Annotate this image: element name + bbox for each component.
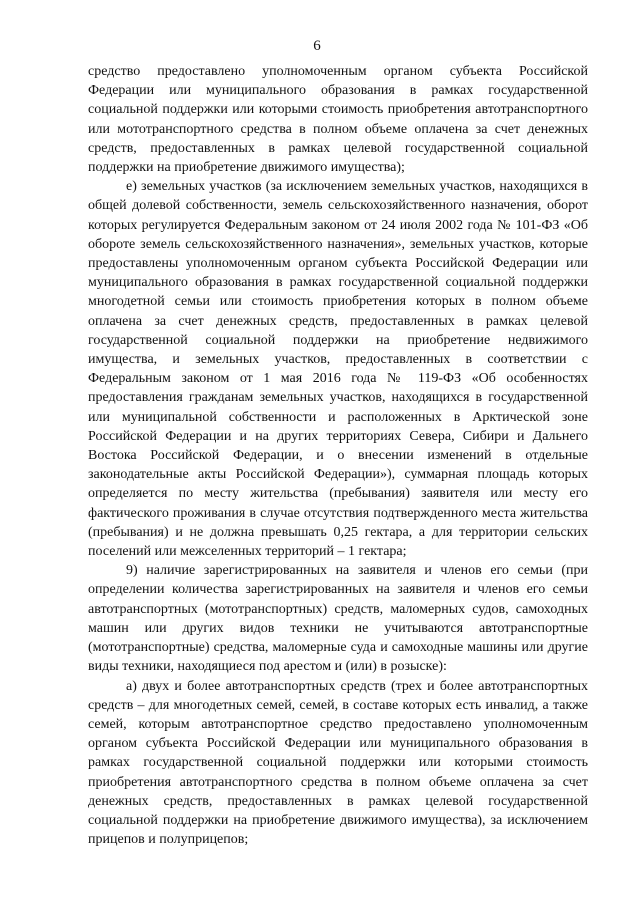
paragraph-item-9-vehicles: 9) наличие зарегистрированных на заявителя и членов его семьи (при определении количества зарегистрированных на заявителя и членов его семьи автотранспортных (мототранспортных) средств, маломерных судов, самоходных машин или других видов техники не учитываются автотранспортные (мототранспортные) средства, маломерные суда и самоходные машины или другие виды техники, находящиеся под арестом и (или) в розыске): bbox=[88, 563, 588, 675]
paragraph-item-a-two-or-more-vehicles: а) двух и более автотранспортных средств (трех и более автотранспортных средств – для многодетных семей, семей, в составе которых есть инвалид, а также семей, которым автотранспортное средство предоставлено уполномоченным органом субъекта Российской Федерации или муниципального образования в рамках государственной социальной поддержки или которыми стоимость приобретения автотранспортного средства в полном объеме оплачена за счет денежных средств, предоставленных в рамках целевой государственной социальной поддержки на приобретение движимого имущества), за исключением прицепов и полуприцепов; bbox=[88, 678, 588, 848]
document-body bbox=[88, 62, 588, 849]
paragraph-item-e-land-plots: е) земельных участков (за исключением земельных участков, находящихся в общей долевой собственности, земель сельскохозяйственного назначения, оборот которых регулируется Федеральным законом от 24 июля 2002 года № 101-ФЗ «Об обороте земель сельскохозяйственного назначения», земельных участков, которые предоставлены уполномоченным органом субъекта Российской Федерации или муниципального образования в рамках государственной социальной поддержки многодетной семьи или стоимость приобретения которых в полном объеме оплачена за счет денежных средств, предоставленных в рамках целевой государственной социальной поддержки на приобретение недвижимого имущества, и земельных участков, предоставленных в соответствии с Федеральным законом от 1 мая 2016 года № 119-ФЗ «Об особенностях предоставления гражданам земельных участков, находящихся в государственной или муниципальной собственности и расположенных в Арктической зоне Российской Федерации и на других территориях Севера, Сибири и Дальнего Востока Российской Федерации, и о внесении изменений в отдельные законодательные акты Российской Федерации»), суммарная площадь которых определяется по месту жительства (пребывания) заявителя или месту его фактического проживания в случае отсутствия подтвержденного места жительства (пребывания) и не должна превышать 0,25 гектара, а для территории сельских поселений или межселенных территорий – 1 гектара; bbox=[88, 179, 588, 560]
page-number: 6 bbox=[313, 38, 321, 54]
paragraph-continuation: средство предоставлено уполномоченным органом субъекта Российской Федерации или муниципального образования в рамках государственной социальной поддержки или которыми стоимость приобретения автотранспортного или мототранспортного средства в полном объеме оплачена за счет денежных средств, предоставленных в рамках целевой государственной социальной поддержки на приобретение движимого имущества); bbox=[88, 64, 588, 176]
